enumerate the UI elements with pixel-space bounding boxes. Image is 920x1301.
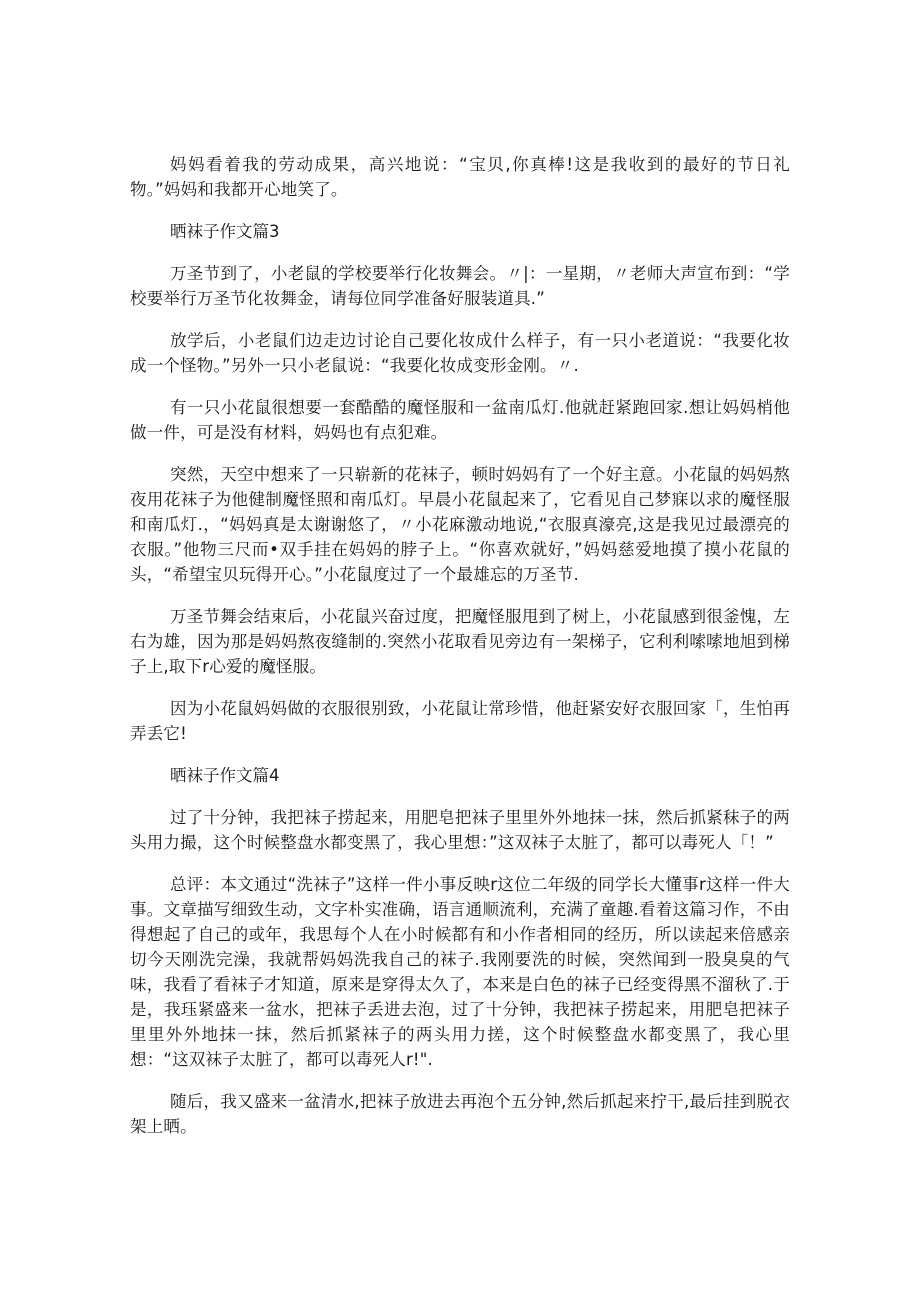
paragraph-1: 妈妈看着我的劳动成果，高兴地说：“宝贝,你真棒!这是我收到的最好的节日礼物。”妈妈和我都开心地笑了。: [130, 155, 790, 199]
section-heading-3: 晒袜子作文篇3: [170, 222, 280, 241]
paragraph-9: 总评：本文通过“洗袜子”这样一件小事反映r这位二年级的同学长大懂事r这样一件大事。文章描写细致生动，文字朴实准确，语言通顺流利，充满了童趣.看着这篇习作，不由得想起了自己的或年，我思每个人在小时候都有和小作者相同的经历，所以读起来倍感亲切今天刚洗完澡，我就帮妈妈洗我自己的袜子.我刚要洗的时候，突然闻到一股臭臭的气味，我看了看袜子才知道，原来是穿得太久了，本来是白色的袜子已经变得黑不溜秋了.于是，我珏紧盛来一盆水，把袜子丢进去泡，过了十分钟，我把袜子捞起来，用肥皂把袜子里里外外地抹一抹，然后抓紧袜子的两头用力搓，这个时候整盘水都变黑了，我心里想：“这双袜子太脏了，都可以毒死人r!".: [130, 875, 790, 1069]
paragraph-8: 过了十分钟，我把袜子捞起来，用肥皂把袜子里里外外地抹一抹，然后抓紧秣子的两头用力撮，这个时候整盘水都变黑了，我心里想：”这双袜子太脏了，都可以毒死人「！”: [130, 808, 790, 852]
paragraph-6: 万圣节舞会结束后，小花鼠兴奋过度，把魔怪服甩到了树上，小花鼠感到很釜愧，左右为雄，因为那是妈妈熬夜缝制的.突然小花取看见旁边有一架梯子，它利利嗦嗦地旭到梯子上,取下r心爱的魔怪服。: [130, 607, 790, 676]
paragraph-2: 万圣节到了，小老鼠的学校要举行化妆舞会。〃|：一星期，〃老师大声宣布到：“学校要举行万圣节化妆舞金，请每位同学准备好服装道具.”: [130, 264, 790, 308]
paragraph-10: 随后，我又盛来一盆清水,把袜子放进去再泡个五分钟,然后抓起来拧干,最后挂到脱衣架上晒。: [130, 1092, 790, 1136]
paragraph-5: 突然，天空中想来了一只崭新的花袜子，顿时妈妈有了一个好主意。小花鼠的妈妈熬夜用花袜子为他健制魔怪照和南瓜灯。早晨小花鼠起来了，它看见自己梦寐以求的魔怪服和南瓜灯.，“妈妈真是太谢谢悠了，〃小花麻激动地说,“衣服真濠亮,这是我见过最漂亮的衣服。”他物三尺而•双手挂在妈妈的脖子上。“你喜欢就好，”妈妈慈爱地摸了摸小花鼠的头，“希望宝贝玩得开心。”小花鼠度过了一个最雄忘的万圣节.: [130, 465, 790, 584]
section-heading-4: 晒袜子作文篇4: [170, 766, 280, 785]
document-page: [130, 152, 790, 1156]
paragraph-7: 因为小花鼠妈妈做的衣服很别致，小花鼠让常珍惜，他赶紧安好衣服回家「，生怕再弄丢它!: [130, 699, 790, 743]
paragraph-4: 有一只小花鼠很想要一套酷酷的魔怪服和一盆南瓜灯.他就赶紧跑回家.想让妈妈梢他做一件，可是没有材料，妈妈也有点犯难。: [130, 398, 790, 442]
paragraph-3: 放学后，小老鼠们边走边讨论自己要化妆成什么样子，有一只小老道说：“我要化妆成一个怪物。”另外一只小老鼠说：“我要化妆成变形金刚。〃.: [130, 331, 790, 375]
